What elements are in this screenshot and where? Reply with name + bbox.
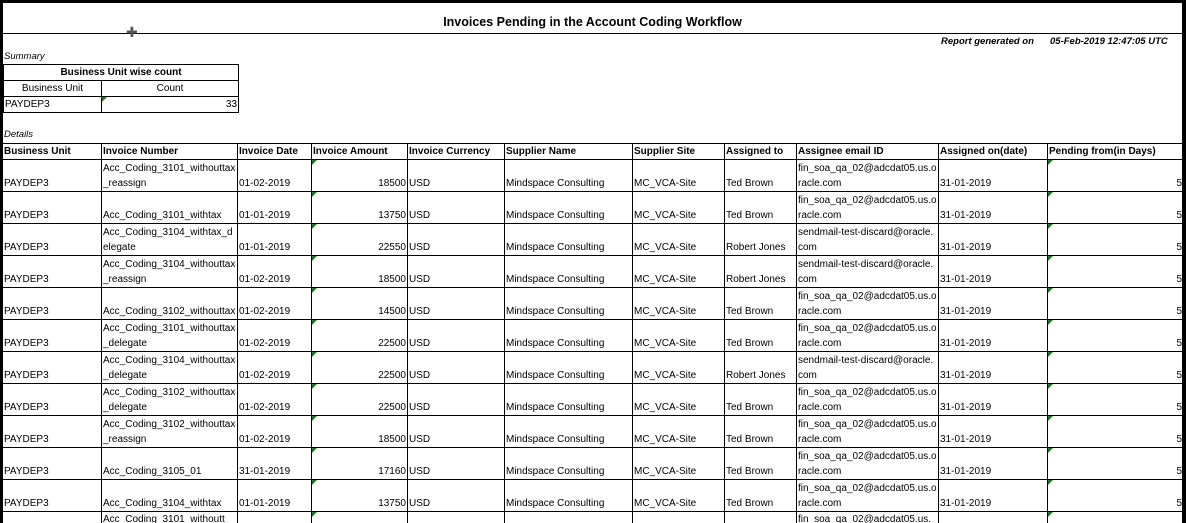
table-cell[interactable]: Robert Jones (725, 352, 797, 384)
table-cell[interactable]: 01-02-2019 (238, 416, 312, 448)
spreadsheet (3, 3, 1182, 523)
table-cell[interactable]: PAYDEP3 (3, 448, 102, 480)
table-cell[interactable]: 01-01-2019 (238, 480, 312, 512)
table-cell[interactable]: 5 (1048, 288, 1183, 320)
report-generated-label: Report generated on (941, 36, 1034, 47)
table-cell[interactable]: 31-01-2019 (939, 416, 1048, 448)
title-divider (3, 33, 1182, 34)
table-cell[interactable]: sendmail-test-discard@oracle.com (797, 224, 939, 256)
table-cell[interactable]: MC_VCA-Site (633, 480, 725, 512)
table-cell[interactable]: MC_VCA-Site (633, 320, 725, 352)
table-row (3, 512, 1182, 523)
table-cell[interactable]: PAYDEP3 (3, 256, 102, 288)
table-cell[interactable]: 31-01-2019 (939, 320, 1048, 352)
table-cell[interactable]: PAYDEP3 (3, 160, 102, 192)
table-cell[interactable]: Acc_Coding_3101_withouttax_delegate (102, 320, 238, 352)
table-row (3, 192, 1182, 224)
table-cell[interactable]: Acc_Coding_3101_withoutt (102, 512, 238, 523)
table-cell[interactable]: Acc_Coding_3102_withouttax (102, 288, 238, 320)
table-cell[interactable]: Acc_Coding_3104_withtax (102, 480, 238, 512)
table-cell[interactable] (238, 512, 312, 523)
column-header: Assignee email ID (797, 144, 939, 160)
table-cell[interactable]: Acc_Coding_3101_withtax (102, 192, 238, 224)
details-table (3, 143, 1182, 523)
summary-cell[interactable]: 33 (102, 97, 239, 113)
table-cell[interactable]: Acc_Coding_3105_01 (102, 448, 238, 480)
table-cell[interactable]: 18500 (312, 256, 408, 288)
table-cell[interactable]: 5 (1048, 352, 1183, 384)
table-cell[interactable]: 5 (1048, 224, 1183, 256)
column-header: Assigned to (725, 144, 797, 160)
table-cell[interactable]: PAYDEP3 (3, 320, 102, 352)
table-cell[interactable]: Ted Brown (725, 160, 797, 192)
table-row (3, 416, 1182, 448)
table-cell[interactable] (312, 512, 408, 523)
table-cell[interactable]: Mindspace Consulting (505, 352, 633, 384)
table-cell[interactable]: 01-02-2019 (238, 256, 312, 288)
table-cell[interactable] (3, 512, 102, 523)
column-header: Assigned on(date) (939, 144, 1048, 160)
table-cell[interactable]: 31-01-2019 (939, 480, 1048, 512)
table-cell[interactable]: Acc_Coding_3104_withtax_delegate (102, 224, 238, 256)
table-cell[interactable]: 31-01-2019 (939, 352, 1048, 384)
table-cell[interactable]: Acc_Coding_3104_withouttax_reassign (102, 256, 238, 288)
table-cell[interactable]: Mindspace Consulting (505, 192, 633, 224)
table-row (3, 288, 1182, 320)
summary-header: Count (102, 81, 239, 97)
table-cell[interactable]: Acc_Coding_3102_withouttax_delegate (102, 384, 238, 416)
table-cell[interactable]: Ted Brown (725, 448, 797, 480)
column-header: Supplier Name (505, 144, 633, 160)
table-cell[interactable]: Robert Jones (725, 224, 797, 256)
table-cell[interactable]: 22500 (312, 320, 408, 352)
table-cell[interactable]: sendmail-test-discard@oracle.com (797, 352, 939, 384)
table-cell[interactable]: 5 (1048, 448, 1183, 480)
table-cell[interactable]: PAYDEP3 (3, 480, 102, 512)
table-cell[interactable]: PAYDEP3 (3, 352, 102, 384)
table-cell[interactable]: 5 (1048, 416, 1183, 448)
table-cell[interactable]: fin_soa_qa_02@adcdat05.us.oracle.com (797, 192, 939, 224)
table-cell[interactable]: fin_soa_qa_02@adcdat05.us.oracle.com (797, 448, 939, 480)
table-cell[interactable]: MC_VCA-Site (633, 192, 725, 224)
table-cell[interactable]: 14500 (312, 288, 408, 320)
details-header-row (3, 144, 1182, 160)
table-cell[interactable]: 31-01-2019 (939, 224, 1048, 256)
table-cell[interactable]: Mindspace Consulting (505, 320, 633, 352)
table-row (3, 480, 1182, 512)
summary-header: Business Unit (4, 81, 102, 97)
table-cell[interactable]: Ted Brown (725, 416, 797, 448)
table-cell[interactable]: 18500 (312, 160, 408, 192)
table-cell[interactable]: 31-01-2019 (939, 192, 1048, 224)
table-cell[interactable]: Acc_Coding_3102_withouttax_reassign (102, 416, 238, 448)
table-cell[interactable]: PAYDEP3 (3, 192, 102, 224)
table-cell[interactable]: PAYDEP3 (3, 384, 102, 416)
table-cell[interactable]: 01-02-2019 (238, 320, 312, 352)
table-cell[interactable]: 31-01-2019 (939, 160, 1048, 192)
table-cell[interactable]: MC_VCA-Site (633, 256, 725, 288)
table-cell[interactable]: Mindspace Consulting (505, 384, 633, 416)
column-header: Pending from(in Days) (1048, 144, 1183, 160)
table-cell[interactable]: MC_VCA-Site (633, 384, 725, 416)
table-cell[interactable]: Acc_Coding_3104_withouttax_delegate (102, 352, 238, 384)
table-cell[interactable] (939, 512, 1048, 523)
table-row (3, 224, 1182, 256)
column-header: Invoice Date (238, 144, 312, 160)
table-cell[interactable]: fin_soa_qa_02@adcdat05.us.oracle.com (797, 416, 939, 448)
table-cell[interactable]: 5 (1048, 160, 1183, 192)
column-header: Invoice Currency (408, 144, 505, 160)
table-row (3, 384, 1182, 416)
table-cell[interactable]: 22550 (312, 224, 408, 256)
table-cell[interactable]: MC_VCA-Site (633, 448, 725, 480)
table-cell[interactable]: fin_soa_qa_02@adcdat05.us.oracle.com (797, 384, 939, 416)
table-cell[interactable]: MC_VCA-Site (633, 352, 725, 384)
table-cell[interactable]: Ted Brown (725, 480, 797, 512)
table-cell[interactable]: fin_soa_qa_02@adcdat05.us. (797, 512, 939, 523)
table-cell[interactable]: fin_soa_qa_02@adcdat05.us.oracle.com (797, 160, 939, 192)
details-label: Details (4, 129, 34, 140)
table-row (3, 160, 1182, 192)
table-cell[interactable]: 01-01-2019 (238, 192, 312, 224)
table-cell[interactable]: USD (408, 352, 505, 384)
summary-label: Summary (4, 51, 45, 62)
table-cell[interactable]: USD (408, 192, 505, 224)
table-row (3, 448, 1182, 480)
table-cell[interactable]: 01-02-2019 (238, 288, 312, 320)
table-cell[interactable] (633, 512, 725, 523)
table-cell[interactable]: 13750 (312, 480, 408, 512)
table-cell[interactable]: USD (408, 256, 505, 288)
table-cell[interactable]: USD (408, 448, 505, 480)
summary-cell[interactable]: PAYDEP3 (4, 97, 102, 113)
table-cell[interactable]: fin_soa_qa_02@adcdat05.us.oracle.com (797, 288, 939, 320)
table-cell[interactable]: MC_VCA-Site (633, 288, 725, 320)
table-cell[interactable]: Mindspace Consulting (505, 480, 633, 512)
table-cell[interactable]: USD (408, 160, 505, 192)
table-cell[interactable]: 22500 (312, 352, 408, 384)
table-cell[interactable]: MC_VCA-Site (633, 416, 725, 448)
table-cell[interactable]: Ted Brown (725, 288, 797, 320)
table-cell[interactable]: 31-01-2019 (939, 256, 1048, 288)
table-cell[interactable]: Ted Brown (725, 384, 797, 416)
table-row (3, 320, 1182, 352)
table-cell[interactable]: MC_VCA-Site (633, 224, 725, 256)
table-cell[interactable]: Acc_Coding_3101_withouttax_reassign (102, 160, 238, 192)
summary-table-title: Business Unit wise count (4, 65, 239, 81)
table-cell[interactable]: 22500 (312, 384, 408, 416)
table-cell[interactable]: 5 (1048, 192, 1183, 224)
table-cell[interactable]: USD (408, 480, 505, 512)
table-cell[interactable]: PAYDEP3 (3, 416, 102, 448)
table-cell[interactable] (505, 512, 633, 523)
table-cell[interactable]: USD (408, 416, 505, 448)
table-cell[interactable]: 5 (1048, 256, 1183, 288)
table-cell[interactable]: 31-01-2019 (939, 288, 1048, 320)
table-cell[interactable] (1048, 512, 1183, 523)
table-cell[interactable] (408, 512, 505, 523)
table-row (3, 352, 1182, 384)
column-header: Business Unit (3, 144, 102, 160)
table-cell[interactable]: Robert Jones (725, 256, 797, 288)
table-cell[interactable]: 31-01-2019 (238, 448, 312, 480)
table-cell[interactable]: Ted Brown (725, 192, 797, 224)
table-cell[interactable] (725, 512, 797, 523)
table-cell[interactable]: USD (408, 224, 505, 256)
table-cell[interactable]: Mindspace Consulting (505, 416, 633, 448)
table-cell[interactable]: 01-02-2019 (238, 352, 312, 384)
column-header: Invoice Amount (312, 144, 408, 160)
table-cell[interactable]: sendmail-test-discard@oracle.com (797, 256, 939, 288)
table-cell[interactable]: 18500 (312, 416, 408, 448)
table-cell[interactable]: fin_soa_qa_02@adcdat05.us.oracle.com (797, 320, 939, 352)
table-cell[interactable]: Mindspace Consulting (505, 448, 633, 480)
table-cell[interactable]: Mindspace Consulting (505, 160, 633, 192)
table-cell[interactable]: Ted Brown (725, 320, 797, 352)
table-cell[interactable]: Mindspace Consulting (505, 288, 633, 320)
table-cell[interactable]: 5 (1048, 384, 1183, 416)
table-cell[interactable]: PAYDEP3 (3, 224, 102, 256)
table-cell[interactable]: PAYDEP3 (3, 288, 102, 320)
cell-cursor-icon: ✚ (126, 24, 138, 40)
table-cell[interactable]: MC_VCA-Site (633, 160, 725, 192)
table-cell[interactable]: Mindspace Consulting (505, 224, 633, 256)
table-cell[interactable]: 17160 (312, 448, 408, 480)
table-cell[interactable]: 13750 (312, 192, 408, 224)
summary-table (3, 64, 239, 113)
table-cell[interactable]: 31-01-2019 (939, 384, 1048, 416)
table-cell[interactable]: 01-02-2019 (238, 160, 312, 192)
report-generated-value: 05-Feb-2019 12:47:05 UTC (1050, 36, 1168, 47)
table-cell[interactable]: 5 (1048, 480, 1183, 512)
table-cell[interactable]: 01-02-2019 (238, 384, 312, 416)
table-cell[interactable]: fin_soa_qa_02@adcdat05.us.oracle.com (797, 480, 939, 512)
table-cell[interactable]: 01-01-2019 (238, 224, 312, 256)
column-header: Invoice Number (102, 144, 238, 160)
table-cell[interactable]: 31-01-2019 (939, 448, 1048, 480)
report-title: Invoices Pending in the Account Coding Workflow (443, 15, 742, 29)
table-row (3, 256, 1182, 288)
table-cell[interactable]: USD (408, 384, 505, 416)
column-header: Supplier Site (633, 144, 725, 160)
table-cell[interactable]: Mindspace Consulting (505, 256, 633, 288)
table-cell[interactable]: USD (408, 320, 505, 352)
table-cell[interactable]: USD (408, 288, 505, 320)
table-cell[interactable]: 5 (1048, 320, 1183, 352)
